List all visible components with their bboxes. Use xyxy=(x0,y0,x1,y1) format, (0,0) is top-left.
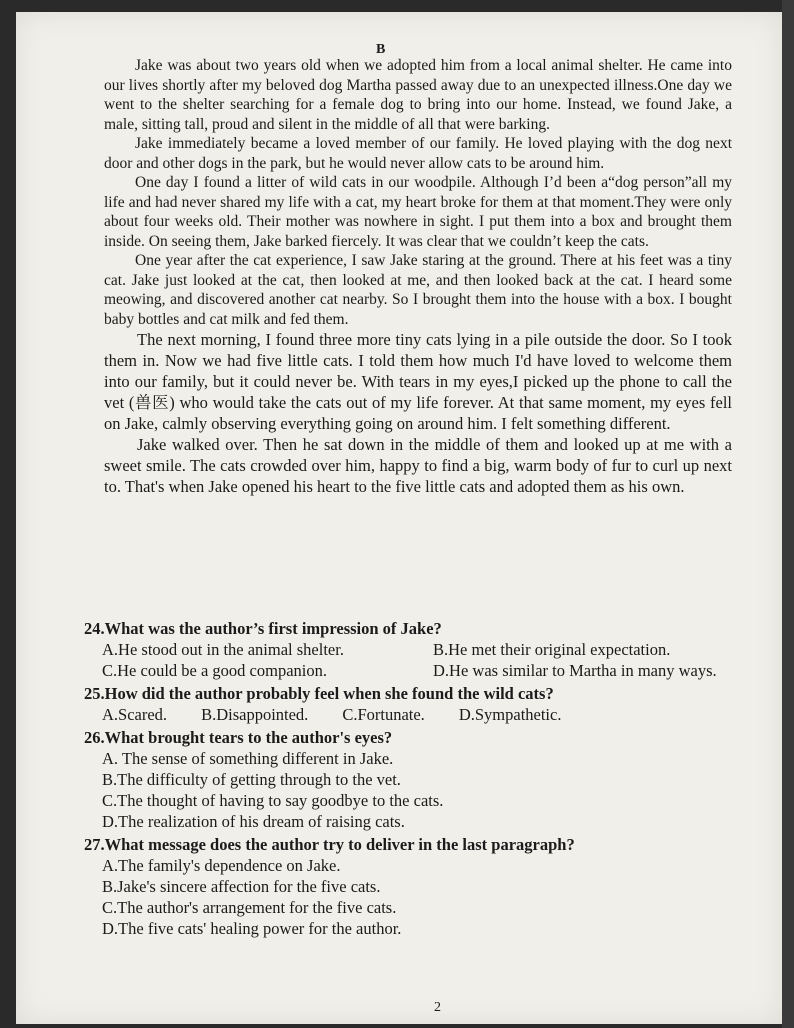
question-stem: 27.What message does the author try to deliver in the last paragraph? xyxy=(84,835,575,854)
option-b: B.He met their original expectation. xyxy=(433,640,671,659)
option-row xyxy=(84,704,764,725)
exam-page xyxy=(16,12,782,1024)
passage-paragraph: One day I found a litter of wild cats in our woodpile. Although I’d been a“dog person”all my life and had never shared my life with a cat, my heart broke for them at that moment.They were only about four weeks old. Their mother was nowhere in sight. I put them into a box and brought them inside. On seeing them, Jake barked fiercely. It was clear that we couldn’t keep the cats. xyxy=(104,174,732,250)
section-label: B xyxy=(376,42,386,57)
question-stem: 26.What brought tears to the author's eyes? xyxy=(84,728,393,747)
option-c: C.The author's arrangement for the five cats. xyxy=(102,898,397,917)
background-edge xyxy=(782,0,794,1028)
page-number: 2 xyxy=(434,1000,441,1015)
option-b: B.Disappointed. xyxy=(201,705,309,724)
question-stem: 24.What was the author’s first impression of Jake? xyxy=(84,619,442,638)
option-a: A.He stood out in the animal shelter. xyxy=(102,640,344,659)
option-c: C.The thought of having to say goodbye to the cats. xyxy=(102,791,444,810)
option-d: D.The five cats' healing power for the author. xyxy=(102,919,402,938)
option-b: B.Jake's sincere affection for the five cats. xyxy=(102,877,381,896)
option-b: B.The difficulty of getting through to the vet. xyxy=(102,770,401,789)
option-d: D.The realization of his dream of raising cats. xyxy=(102,812,405,831)
passage-paragraph: The next morning, I found three more tiny cats lying in a pile outside the door. So I took them in. Now we had five little cats. I told them how much I'd have loved to welcome them into our family, but it could never be. With tears in my eyes,I picked up the phone to call the vet (兽医) who would take the cats out of my life forever. At that same moment, my eyes fell on Jake, calmly observing everything going on around him. I felt something different. xyxy=(104,330,732,433)
passage-paragraph: One year after the cat experience, I saw Jake staring at the ground. There at his feet was a tiny cat. Jake just looked at the cat, then looked at me, and then looked back at the cat. I heard some meowing, and discovered another cat nearby. So I brought them into the house with a box. I bought baby bottles and cat milk and fed them. xyxy=(104,252,732,328)
question-stem: 25.How did the author probably feel when she found the wild cats? xyxy=(84,684,554,703)
option-a: A.The family's dependence on Jake. xyxy=(102,856,341,875)
passage-paragraph: Jake walked over. Then he sat down in the middle of them and looked up at me with a sweet smile. The cats crowded over him, happy to find a big, warm body of fur to curl up next to. That's when Jake opened his heart to the five little cats and adopted them as his own. xyxy=(104,435,732,496)
option-a: A. The sense of something different in Jake. xyxy=(102,749,394,768)
option-d: D.Sympathetic. xyxy=(458,705,562,724)
option-c: C.He could be a good companion. xyxy=(102,661,327,680)
option-d: D.He was similar to Martha in many ways. xyxy=(433,661,717,680)
option-c: C.Fortunate. xyxy=(342,705,425,724)
passage-paragraph: Jake was about two years old when we adopted him from a local animal shelter. He came into our lives shortly after my beloved dog Martha passed away due to an unexpected illness.One day we went to the shelter searching for a female dog to bring into our home. Instead, we found Jake, a male, sitting tall, proud and silent in the middle of all that were barking. xyxy=(104,57,732,133)
reading-passage xyxy=(104,56,732,497)
question-list xyxy=(84,616,764,939)
option-row xyxy=(84,639,764,660)
option-a: A.Scared. xyxy=(102,705,168,724)
passage-paragraph: Jake immediately became a loved member of our family. He loved playing with the dog next door and other dogs in the park, but he would never allow cats to be around him. xyxy=(104,135,732,172)
option-row xyxy=(84,660,764,681)
